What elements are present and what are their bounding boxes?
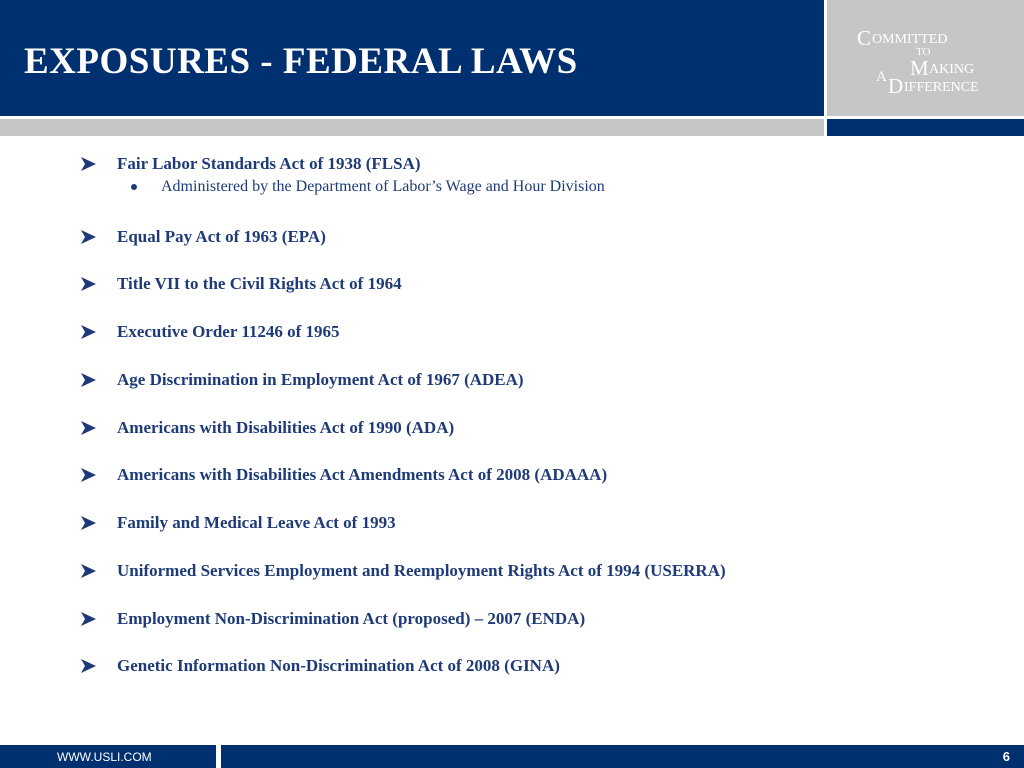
arrow-icon <box>80 563 97 579</box>
list-item <box>80 513 396 533</box>
arrow-icon <box>80 515 97 531</box>
list-item-label: Age Discrimination in Employment Act of 1967 (ADEA) <box>117 370 524 389</box>
arrow-icon <box>80 611 97 627</box>
list-item <box>80 418 454 438</box>
logo-aking: AKING <box>929 62 975 77</box>
list-item-label: Title VII to the Civil Rights Act of 1964 <box>117 274 402 293</box>
committed-logo <box>827 0 1024 116</box>
footer-url[interactable]: WWW.USLI.COM <box>57 750 152 764</box>
logo-m: M <box>910 56 929 80</box>
page-number: 6 <box>1002 749 1010 764</box>
arrow-icon <box>80 229 97 245</box>
footer-bar <box>0 745 1024 768</box>
sub-list-item-label: Administered by the Department of Labor’s Wage and Hour Division <box>161 178 605 195</box>
list-item-label: Equal Pay Act of 1963 (EPA) <box>117 227 326 246</box>
arrow-icon <box>80 658 97 674</box>
logo-ifference: IFFERENCE <box>904 80 979 95</box>
arrow-icon <box>80 372 97 388</box>
arrow-icon <box>80 467 97 483</box>
arrow-icon <box>80 156 97 172</box>
list-item <box>80 227 326 247</box>
list-item-label: Uniformed Services Employment and Reemployment Rights Act of 1994 (USERRA) <box>117 561 726 580</box>
list-item <box>80 609 585 629</box>
separator-bar <box>0 119 824 136</box>
logo-ommitted: OMMITTED <box>872 32 948 47</box>
header-bar <box>0 0 824 116</box>
arrow-icon <box>80 276 97 292</box>
separator-accent <box>827 119 1024 136</box>
slide-title: EXPOSURES - FEDERAL LAWS <box>24 41 578 82</box>
list-item-label: Americans with Disabilities Act of 1990 (ADA) <box>117 418 455 437</box>
logo-d: D <box>888 74 904 98</box>
list-item <box>80 656 560 676</box>
logo-a: A <box>876 69 887 85</box>
list-item-label: Family and Medical Leave Act of 1993 <box>117 513 396 532</box>
list-item-label: Fair Labor Standards Act of 1938 (FLSA) <box>117 154 421 173</box>
arrow-icon <box>80 420 97 436</box>
list-item-label: Executive Order 11246 of 1965 <box>117 322 340 341</box>
list-item <box>80 274 402 294</box>
logo-to: TO <box>916 46 931 58</box>
arrow-icon <box>80 324 97 340</box>
list-item <box>80 154 421 174</box>
list-item <box>80 465 607 485</box>
sub-list-item <box>131 178 605 196</box>
logo-panel <box>827 0 1024 116</box>
list-item <box>80 561 726 581</box>
footer-divider <box>216 745 221 768</box>
logo-c: C <box>857 26 872 50</box>
list-item-label: Americans with Disabilities Act Amendments Act of 2008 (ADAAA) <box>117 465 608 484</box>
list-item-label: Employment Non-Discrimination Act (proposed) – 2007 (ENDA) <box>117 609 586 628</box>
bullet-icon <box>131 184 137 190</box>
list-item-label: Genetic Information Non-Discrimination Act of 2008 (GINA) <box>117 656 560 675</box>
list-item <box>80 370 524 390</box>
list-item <box>80 322 340 342</box>
